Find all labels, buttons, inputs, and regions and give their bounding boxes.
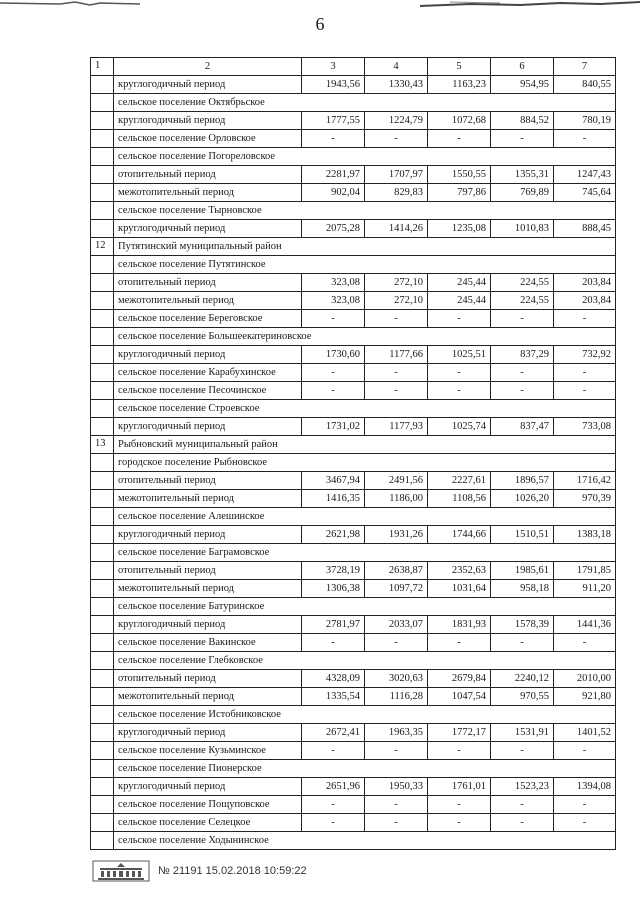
row-index-cell — [91, 580, 114, 598]
header-cell-7: 7 — [554, 58, 616, 76]
row-index-cell — [91, 148, 114, 166]
value-cell: 1831,93 — [428, 616, 491, 634]
row-index-cell — [91, 328, 114, 346]
row-label-cell: сельское поселение Большеекатериновское — [114, 328, 616, 346]
value-cell: - — [554, 130, 616, 148]
section-row — [91, 544, 616, 562]
row-index-cell — [91, 742, 114, 760]
value-cell: 1414,26 — [365, 220, 428, 238]
row-index-cell — [91, 184, 114, 202]
row-label-cell: отопительный период — [114, 562, 302, 580]
value-cell: 272,10 — [365, 274, 428, 292]
table-row — [91, 796, 616, 814]
row-label-cell: городское поселение Рыбновское — [114, 454, 616, 472]
value-cell: 733,08 — [554, 418, 616, 436]
row-label-cell: круглогодичный период — [114, 346, 302, 364]
row-label-cell: сельское поселение Истобниковское — [114, 706, 616, 724]
value-cell: 2352,63 — [428, 562, 491, 580]
value-cell: 1401,52 — [554, 724, 616, 742]
table-row — [91, 274, 616, 292]
row-index-cell — [91, 418, 114, 436]
value-cell: 837,29 — [491, 346, 554, 364]
table-row — [91, 220, 616, 238]
section-row — [91, 832, 616, 850]
government-building-stamp-icon — [92, 860, 150, 882]
row-label-cell: отопительный период — [114, 472, 302, 490]
table-row — [91, 688, 616, 706]
value-cell: 1531,91 — [491, 724, 554, 742]
value-cell: 2781,97 — [302, 616, 365, 634]
row-label-cell: сельское поселение Селецкое — [114, 814, 302, 832]
header-cell-4: 4 — [365, 58, 428, 76]
row-index-cell — [91, 724, 114, 742]
document-footer — [92, 858, 307, 884]
value-cell: - — [365, 796, 428, 814]
row-label-cell: круглогодичный период — [114, 724, 302, 742]
value-cell: 2672,41 — [302, 724, 365, 742]
value-cell: 1026,20 — [491, 490, 554, 508]
value-cell: 245,44 — [428, 292, 491, 310]
value-cell: 1163,23 — [428, 76, 491, 94]
row-label-cell: сельское поселение Пионерское — [114, 760, 616, 778]
section-row — [91, 202, 616, 220]
row-index-cell — [91, 562, 114, 580]
row-label-cell: сельское поселение Путятинское — [114, 256, 616, 274]
value-cell: 1355,31 — [491, 166, 554, 184]
document-registration-number: № 21191 15.02.2018 10:59:22 — [158, 865, 307, 877]
row-index-cell — [91, 256, 114, 274]
value-cell: 1025,74 — [428, 418, 491, 436]
value-cell: 958,18 — [491, 580, 554, 598]
row-label-cell: Путятинский муниципальный район — [114, 238, 616, 256]
row-index-cell — [91, 598, 114, 616]
value-cell: 1416,35 — [302, 490, 365, 508]
value-cell: 911,20 — [554, 580, 616, 598]
section-row — [91, 652, 616, 670]
value-cell: - — [491, 382, 554, 400]
value-cell: 1394,08 — [554, 778, 616, 796]
row-label-cell: круглогодичный период — [114, 220, 302, 238]
value-cell: - — [554, 742, 616, 760]
value-cell: 1116,28 — [365, 688, 428, 706]
value-cell: 732,92 — [554, 346, 616, 364]
row-label-cell: сельское поселение Глебковское — [114, 652, 616, 670]
row-index-cell — [91, 166, 114, 184]
value-cell: 1177,93 — [365, 418, 428, 436]
value-cell: 224,55 — [491, 274, 554, 292]
value-cell: 1072,68 — [428, 112, 491, 130]
value-cell: 2010,00 — [554, 670, 616, 688]
row-label-cell: сельское поселение Береговское — [114, 310, 302, 328]
value-cell: 1383,18 — [554, 526, 616, 544]
row-label-cell: сельское поселение Баграмовское — [114, 544, 616, 562]
tariff-table — [90, 57, 616, 850]
value-cell: - — [428, 382, 491, 400]
value-cell: 840,55 — [554, 76, 616, 94]
row-label-cell: межотопительный период — [114, 490, 302, 508]
value-cell: 1761,01 — [428, 778, 491, 796]
value-cell: - — [428, 310, 491, 328]
value-cell: 3467,94 — [302, 472, 365, 490]
section-row — [91, 598, 616, 616]
value-cell: 970,39 — [554, 490, 616, 508]
value-cell: 1731,02 — [302, 418, 365, 436]
row-label-cell: сельское поселение Алешинское — [114, 508, 616, 526]
row-index-cell — [91, 526, 114, 544]
value-cell: 1186,00 — [365, 490, 428, 508]
table-row — [91, 724, 616, 742]
value-cell: 1247,43 — [554, 166, 616, 184]
value-cell: 1010,83 — [491, 220, 554, 238]
value-cell: - — [491, 742, 554, 760]
row-index-cell — [91, 76, 114, 94]
value-cell: 745,64 — [554, 184, 616, 202]
value-cell: 2651,96 — [302, 778, 365, 796]
header-cell-1: 1 — [91, 58, 114, 76]
page-number: 6 — [315, 14, 325, 34]
value-cell: 970,55 — [491, 688, 554, 706]
row-label-cell: межотопительный период — [114, 184, 302, 202]
scan-edge-artifact — [0, 0, 640, 14]
table-row — [91, 346, 616, 364]
table-row — [91, 526, 616, 544]
row-index-cell: 12 — [91, 238, 114, 256]
row-label-cell: сельское поселение Строевское — [114, 400, 616, 418]
row-label-cell: межотопительный период — [114, 688, 302, 706]
row-index-cell — [91, 490, 114, 508]
value-cell: - — [554, 634, 616, 652]
value-cell: 1235,08 — [428, 220, 491, 238]
value-cell: 1950,33 — [365, 778, 428, 796]
row-label-cell: круглогодичный период — [114, 526, 302, 544]
value-cell: - — [365, 382, 428, 400]
value-cell: 1330,43 — [365, 76, 428, 94]
row-index-cell — [91, 202, 114, 220]
table-row — [91, 76, 616, 94]
row-label-cell: отопительный период — [114, 166, 302, 184]
row-index-cell — [91, 112, 114, 130]
value-cell: 1777,55 — [302, 112, 365, 130]
table-row — [91, 580, 616, 598]
value-cell: - — [554, 796, 616, 814]
row-label-cell: сельское поселение Песочинское — [114, 382, 302, 400]
row-label-cell: сельское поселение Тырновское — [114, 202, 616, 220]
header-cell-5: 5 — [428, 58, 491, 76]
row-index-cell — [91, 94, 114, 112]
value-cell: 1441,36 — [554, 616, 616, 634]
table-row — [91, 742, 616, 760]
value-cell: 2227,61 — [428, 472, 491, 490]
row-index-cell — [91, 670, 114, 688]
value-cell: 203,84 — [554, 292, 616, 310]
table-row — [91, 670, 616, 688]
row-index-cell — [91, 220, 114, 238]
value-cell: 2281,97 — [302, 166, 365, 184]
value-cell: 1772,17 — [428, 724, 491, 742]
value-cell: 2033,07 — [365, 616, 428, 634]
value-cell: 829,83 — [365, 184, 428, 202]
value-cell: 4328,09 — [302, 670, 365, 688]
row-index-cell — [91, 706, 114, 724]
value-cell: - — [554, 382, 616, 400]
row-label-cell: круглогодичный период — [114, 778, 302, 796]
value-cell: 780,19 — [554, 112, 616, 130]
value-cell: - — [554, 364, 616, 382]
value-cell: 2621,98 — [302, 526, 365, 544]
section-row — [91, 508, 616, 526]
row-index-cell — [91, 832, 114, 850]
value-cell: 884,52 — [491, 112, 554, 130]
value-cell: 1963,35 — [365, 724, 428, 742]
row-index-cell — [91, 310, 114, 328]
row-index-cell — [91, 346, 114, 364]
value-cell: 1931,26 — [365, 526, 428, 544]
row-label-cell: сельское поселение Батуринское — [114, 598, 616, 616]
row-label-cell: круглогодичный период — [114, 76, 302, 94]
value-cell: - — [491, 310, 554, 328]
row-index-cell: 13 — [91, 436, 114, 454]
value-cell: 1744,66 — [428, 526, 491, 544]
row-index-cell — [91, 688, 114, 706]
value-cell: 1523,23 — [491, 778, 554, 796]
table-row — [91, 292, 616, 310]
value-cell: 245,44 — [428, 274, 491, 292]
value-cell: - — [302, 814, 365, 832]
table-row — [91, 364, 616, 382]
value-cell: 902,04 — [302, 184, 365, 202]
value-cell: - — [302, 382, 365, 400]
value-cell: - — [491, 364, 554, 382]
table-row — [91, 490, 616, 508]
value-cell: - — [428, 634, 491, 652]
value-cell: 224,55 — [491, 292, 554, 310]
value-cell: 1730,60 — [302, 346, 365, 364]
table-row — [91, 184, 616, 202]
table-row — [91, 112, 616, 130]
table-row — [91, 616, 616, 634]
value-cell: - — [491, 796, 554, 814]
value-cell: 1025,51 — [428, 346, 491, 364]
header-cell-3: 3 — [302, 58, 365, 76]
header-cell-6: 6 — [491, 58, 554, 76]
table-row — [91, 778, 616, 796]
value-cell: - — [428, 814, 491, 832]
value-cell: - — [302, 310, 365, 328]
value-cell: - — [491, 634, 554, 652]
section-row — [91, 454, 616, 472]
row-label-cell: сельское поселение Вакинское — [114, 634, 302, 652]
table-header-row — [91, 58, 616, 76]
value-cell: 954,95 — [491, 76, 554, 94]
row-index-cell — [91, 778, 114, 796]
table-row — [91, 310, 616, 328]
value-cell: - — [428, 364, 491, 382]
row-index-cell — [91, 400, 114, 418]
row-label-cell: сельское поселение Кузьминское — [114, 742, 302, 760]
value-cell: - — [365, 634, 428, 652]
value-cell: 1224,79 — [365, 112, 428, 130]
value-cell: - — [302, 130, 365, 148]
section-row — [91, 706, 616, 724]
table-row — [91, 130, 616, 148]
row-index-cell — [91, 508, 114, 526]
section-row — [91, 148, 616, 166]
value-cell: 837,47 — [491, 418, 554, 436]
row-index-cell — [91, 364, 114, 382]
row-index-cell — [91, 814, 114, 832]
table-row — [91, 382, 616, 400]
value-cell: - — [365, 130, 428, 148]
row-label-cell: круглогодичный период — [114, 418, 302, 436]
value-cell: 921,80 — [554, 688, 616, 706]
row-index-cell — [91, 472, 114, 490]
value-cell: - — [554, 814, 616, 832]
table-row — [91, 814, 616, 832]
value-cell: 888,45 — [554, 220, 616, 238]
row-label-cell: межотопительный период — [114, 580, 302, 598]
header-cell-2: 2 — [114, 58, 302, 76]
value-cell: 797,86 — [428, 184, 491, 202]
value-cell: 323,08 — [302, 274, 365, 292]
value-cell: 1335,54 — [302, 688, 365, 706]
value-cell: 1031,64 — [428, 580, 491, 598]
value-cell: 1177,66 — [365, 346, 428, 364]
value-cell: 1510,51 — [491, 526, 554, 544]
value-cell: - — [428, 796, 491, 814]
value-cell: 3728,19 — [302, 562, 365, 580]
row-index-cell — [91, 544, 114, 562]
row-label-cell: круглогодичный период — [114, 112, 302, 130]
value-cell: - — [302, 634, 365, 652]
value-cell: - — [365, 310, 428, 328]
table-row — [91, 562, 616, 580]
value-cell: 1943,56 — [302, 76, 365, 94]
value-cell: - — [365, 742, 428, 760]
section-row — [91, 256, 616, 274]
row-index-cell — [91, 382, 114, 400]
value-cell: 1550,55 — [428, 166, 491, 184]
value-cell: 1707,97 — [365, 166, 428, 184]
value-cell: - — [428, 130, 491, 148]
row-label-cell: Рыбновский муниципальный район — [114, 436, 616, 454]
row-label-cell: сельское поселение Погореловское — [114, 148, 616, 166]
value-cell: 3020,63 — [365, 670, 428, 688]
row-label-cell: сельское поселение Карабухинское — [114, 364, 302, 382]
value-cell: 1791,85 — [554, 562, 616, 580]
row-index-cell — [91, 292, 114, 310]
row-label-cell: сельское поселение Октябрьское — [114, 94, 616, 112]
row-label-cell: сельское поселение Пощуповское — [114, 796, 302, 814]
value-cell: 203,84 — [554, 274, 616, 292]
table-row — [91, 418, 616, 436]
section-row — [91, 94, 616, 112]
row-label-cell: сельское поселение Ходынинское — [114, 832, 616, 850]
value-cell: 1896,57 — [491, 472, 554, 490]
value-cell: 2075,28 — [302, 220, 365, 238]
value-cell: - — [302, 742, 365, 760]
value-cell: 1306,38 — [302, 580, 365, 598]
row-index-cell — [91, 274, 114, 292]
district-row — [91, 436, 616, 454]
row-index-cell — [91, 130, 114, 148]
value-cell: - — [491, 130, 554, 148]
row-index-cell — [91, 634, 114, 652]
table-row — [91, 634, 616, 652]
value-cell: - — [365, 814, 428, 832]
row-label-cell: межотопительный период — [114, 292, 302, 310]
value-cell: 1716,42 — [554, 472, 616, 490]
value-cell: - — [428, 742, 491, 760]
row-index-cell — [91, 760, 114, 778]
value-cell: - — [554, 310, 616, 328]
value-cell: 2638,87 — [365, 562, 428, 580]
value-cell: 2240,12 — [491, 670, 554, 688]
value-cell: - — [302, 796, 365, 814]
district-row — [91, 238, 616, 256]
value-cell: - — [302, 364, 365, 382]
row-label-cell: сельское поселение Орловское — [114, 130, 302, 148]
row-label-cell: круглогодичный период — [114, 616, 302, 634]
value-cell: 1985,61 — [491, 562, 554, 580]
section-row — [91, 328, 616, 346]
row-index-cell — [91, 652, 114, 670]
row-index-cell — [91, 454, 114, 472]
table-row — [91, 166, 616, 184]
value-cell: 1097,72 — [365, 580, 428, 598]
value-cell: 1578,39 — [491, 616, 554, 634]
value-cell: - — [365, 364, 428, 382]
value-cell: 272,10 — [365, 292, 428, 310]
value-cell: 1108,56 — [428, 490, 491, 508]
section-row — [91, 400, 616, 418]
row-label-cell: отопительный период — [114, 670, 302, 688]
section-row — [91, 760, 616, 778]
value-cell: 323,08 — [302, 292, 365, 310]
value-cell: 2679,84 — [428, 670, 491, 688]
row-index-cell — [91, 796, 114, 814]
value-cell: 2491,56 — [365, 472, 428, 490]
value-cell: - — [491, 814, 554, 832]
row-index-cell — [91, 616, 114, 634]
table-row — [91, 472, 616, 490]
value-cell: 769,89 — [491, 184, 554, 202]
value-cell: 1047,54 — [428, 688, 491, 706]
row-label-cell: отопительный период — [114, 274, 302, 292]
